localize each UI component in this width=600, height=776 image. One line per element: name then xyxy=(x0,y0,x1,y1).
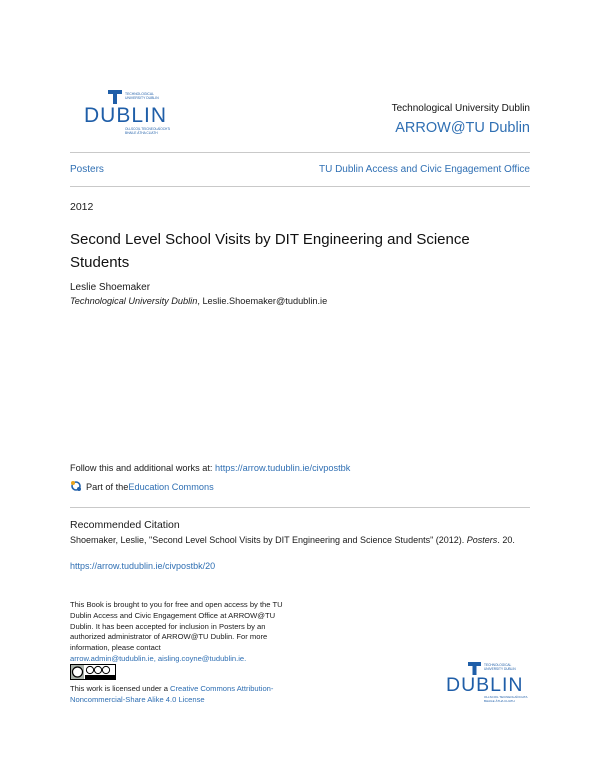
part-of-line: Part of the Education Commons xyxy=(70,480,214,494)
svg-text:UNIVERSITY DUBLIN: UNIVERSITY DUBLIN xyxy=(484,667,516,671)
repository-link[interactable]: ARROW@TU Dublin xyxy=(395,120,530,136)
affiliation-name: Technological University Dublin xyxy=(70,296,198,306)
divider-top xyxy=(70,152,530,153)
divider-bottom xyxy=(70,186,530,187)
follow-url-link[interactable]: https://arrow.tudublin.ie/civpostbk xyxy=(215,463,351,473)
svg-text:TECHNOLOGICAL: TECHNOLOGICAL xyxy=(125,92,155,96)
network-icon xyxy=(70,480,82,494)
svg-text:UNIVERSITY DUBLIN: UNIVERSITY DUBLIN xyxy=(125,96,159,100)
license-link[interactable]: Creative Commons Attribution-Noncommercial-Share Alike 4.0 License xyxy=(70,684,274,704)
education-commons-link[interactable]: Education Commons xyxy=(128,482,214,492)
tu-dublin-logo xyxy=(80,88,170,138)
follow-line: Follow this and additional works at: https://arrow.tudublin.ie/civpostbk xyxy=(70,463,351,473)
svg-text:DUBLIN: DUBLIN xyxy=(84,104,168,127)
svg-text:DUBLIN: DUBLIN xyxy=(446,674,524,696)
series-link[interactable]: Posters xyxy=(70,164,104,175)
svg-text:OLLSCOIL TEICNEOLAÍOCHTA: OLLSCOIL TEICNEOLAÍOCHTA xyxy=(484,695,528,699)
author-email: Leslie.Shoemaker@tudublin.ie xyxy=(202,296,328,306)
office-link[interactable]: TU Dublin Access and Civic Engagement Office xyxy=(318,164,530,175)
citation-heading: Recommended Citation xyxy=(70,519,180,531)
svg-text:TECHNOLOGICAL: TECHNOLOGICAL xyxy=(484,663,512,667)
divider-citation xyxy=(70,507,530,508)
citation-text: Shoemaker, Leslie, "Second Level School Visits by DIT Engineering and Science Students" (2012). Posters. 20. xyxy=(70,535,515,545)
svg-text:BHAILE ÁTHA CLIATH: BHAILE ÁTHA CLIATH xyxy=(484,699,515,703)
citation-url-link[interactable]: https://arrow.tudublin.ie/civpostbk/20 xyxy=(70,561,216,571)
tu-dublin-logo-footer xyxy=(444,660,528,706)
author-affiliation: Technological University Dublin, Leslie.Shoemaker@tudublin.ie xyxy=(70,296,328,306)
article-title: Second Level School Visits by DIT Engineering and Science Students xyxy=(70,231,470,271)
institution-name: Technological University Dublin xyxy=(391,103,530,114)
publication-year: 2012 xyxy=(70,201,94,213)
svg-text:BHAILE ÁTHA CLIATH: BHAILE ÁTHA CLIATH xyxy=(125,131,158,135)
license-line: This work is licensed under a Creative Commons Attribution-Noncommercial-Share Alike 4.0 License xyxy=(70,684,274,704)
creative-commons-badge[interactable] xyxy=(70,664,116,680)
svg-text:OLLSCOIL TEICNEOLAÍOCHTA: OLLSCOIL TEICNEOLAÍOCHTA xyxy=(125,127,170,131)
open-access-notice: This Book is brought to you for free and open access by the TU Dublin Access and Civic Engagement Office at ARROW@TU Dublin. It has been accepted for inclusion in Posters by an authorized administrator of ARROW@TU Dublin. For more information, please contact xyxy=(70,600,283,653)
contact-emails-link[interactable]: arrow.admin@tudublin.ie, aisling.coyne@tudublin.ie. xyxy=(70,654,247,663)
author-name: Leslie Shoemaker xyxy=(70,282,151,293)
